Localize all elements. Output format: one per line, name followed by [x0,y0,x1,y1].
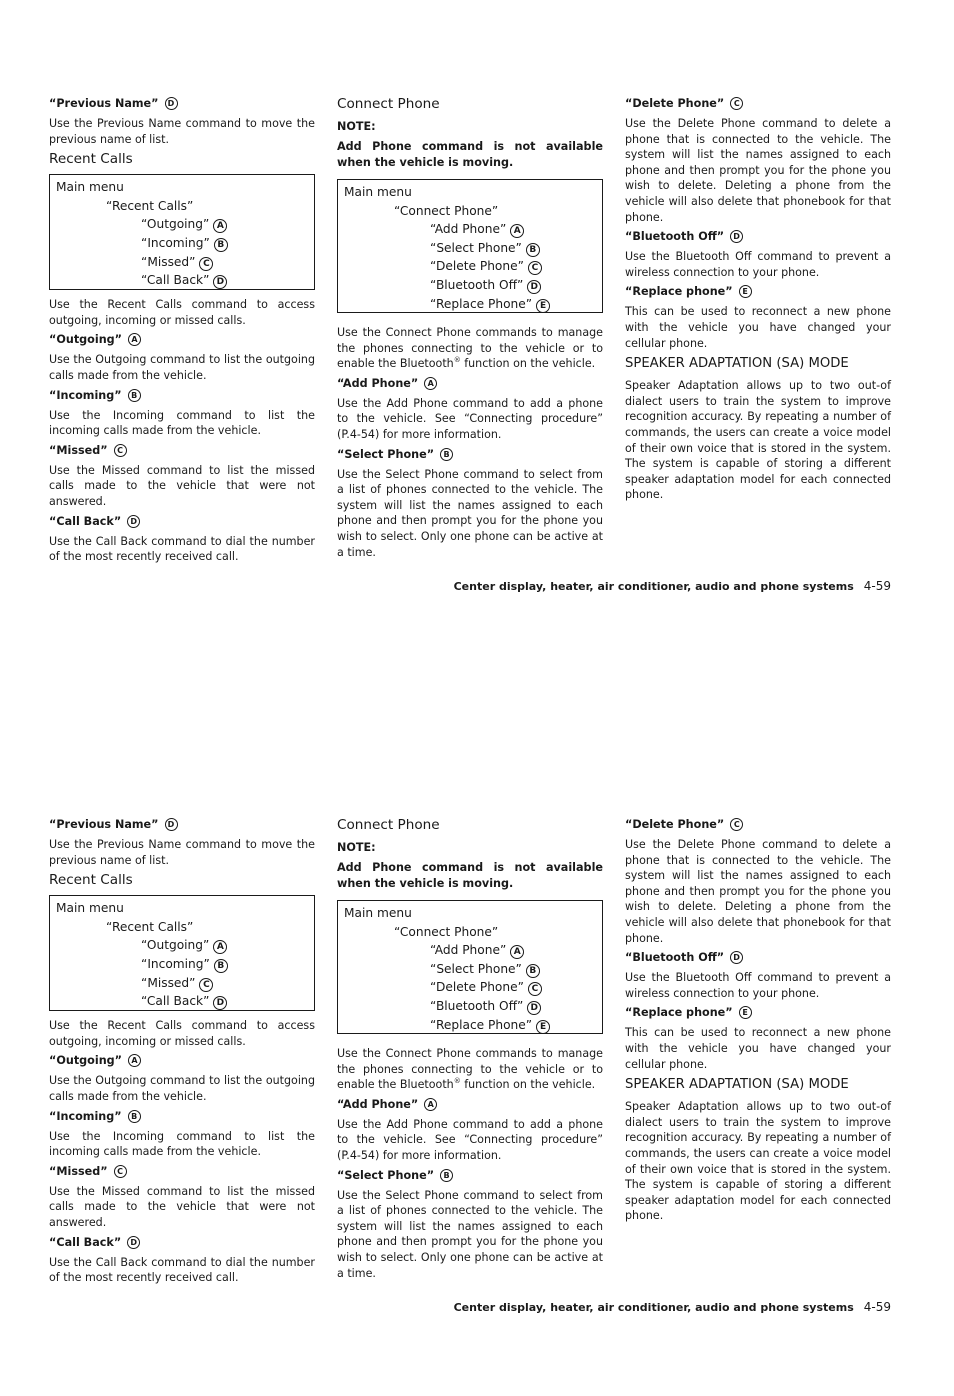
note-label: NOTE: [337,841,376,854]
page-number: 4-59 [863,1300,891,1314]
menu-item-delete-phone: “Delete Phone” C [344,978,596,997]
call-back-text: Use the Call Back command to dial the number of the most recently received call. [49,1255,315,1285]
menu-item-missed: “Missed” C [56,253,308,272]
missed-text: Use the Missed command to list the missed calls made to the vehicle that were not answered. [49,463,315,508]
connect-phone-text: Use the Connect Phone commands to manage the phones connecting to the vehicle or to enable the Bluetooth® function on the vehicle. [337,1047,603,1092]
menu-root: Main menu [344,185,412,199]
marker-b-icon: B [526,243,540,257]
add-phone-label: “Add Phone” A [337,376,603,391]
connect-phone-menu-diagram [337,900,603,1034]
incoming-text: Use the Incoming command to list the incoming calls made from the vehicle. [49,1129,315,1159]
marker-b-icon: B [128,389,141,402]
bluetooth-off-label: “Bluetooth Off” D [625,950,891,965]
marker-d-icon: D [527,280,541,294]
note-text: Add Phone command is not available when the vehicle is moving. [337,140,603,169]
menu-item-select-phone: “Select Phone” B [344,960,596,979]
marker-b-icon: B [214,238,228,252]
speaker-adaptation-text: Speaker Adaptation allows up to two out-of dialect users to train the system to improve recognition accuracy. By repeating a number of commands, the users can create a voice model of their own voice that is stored in the system. The system is capable of storing a different speaker adaptation model for each connected phone. [625,379,891,502]
connect-phone-menu-diagram [337,179,603,313]
footer-section-title: Center display, heater, air conditioner, audio and phone systems [453,580,854,593]
marker-d-icon: D [527,1001,541,1015]
marker-d-icon: D [165,97,178,110]
delete-phone-text: Use the Delete Phone command to delete a phone that is connected to the vehicle. The system will list the names assigned to each phone and then prompt you for the phone you wish to delete. Deleting a phone from the vehicle will also delete that phonebook for that phone. [625,838,891,945]
speaker-adaptation-heading: SPEAKER ADAPTATION (SA) MODE [625,356,849,372]
incoming-label: “Incoming” B [49,1109,315,1124]
select-phone-label: “Select Phone” B [337,447,603,462]
add-phone-text: Use the Add Phone command to add a phone to the vehicle. See “Connecting procedure” (P.4-54) for more information. [337,1117,603,1162]
marker-b-icon: B [214,959,228,973]
marker-a-icon: A [213,219,227,233]
page-footer [454,1300,891,1315]
delete-phone-label: “Delete Phone” C [625,817,891,832]
menu-item-call-back: “Call Back” D [56,271,308,290]
marker-d-icon: D [165,818,178,831]
add-phone-label: “Add Phone” A [337,1097,603,1112]
menu-item-missed: “Missed” C [56,974,308,993]
marker-e-icon: E [536,299,550,313]
column-right [625,817,891,1228]
marker-a-icon: A [424,377,437,390]
marker-d-icon: D [127,515,140,528]
incoming-label: “Incoming” B [49,388,315,403]
replace-phone-label: “Replace phone” E [625,284,891,299]
menu-item-incoming: “Incoming” B [56,955,308,974]
incoming-text: Use the Incoming command to list the incoming calls made from the vehicle. [49,408,315,438]
marker-e-icon: E [739,1006,752,1019]
marker-d-icon: D [127,1236,140,1249]
footer-section-title: Center display, heater, air conditioner, audio and phone systems [453,1301,854,1314]
manual-page [0,721,954,1396]
recent-calls-menu-diagram [49,174,315,290]
replace-phone-text: This can be used to reconnect a new phone with the vehicle you have changed your cellular phone. [625,305,891,350]
select-phone-text: Use the Select Phone command to select from a list of phones connected to the vehicle. The system will list the names assigned to each phone and then prompt you for the phone you wish to select. Only one phone can be active at a time. [337,1188,603,1280]
marker-d-icon: D [213,275,227,289]
column-middle [337,817,603,1285]
marker-a-icon: A [128,333,141,346]
page-footer [454,579,891,594]
select-phone-label: “Select Phone” B [337,1168,603,1183]
registered-mark: ® [453,356,461,365]
replace-phone-label: “Replace phone” E [625,1005,891,1020]
previous-name-text: Use the Previous Name command to move the previous name of list. [49,838,315,867]
previous-name-label: “Previous Name” D [49,817,315,832]
marker-c-icon: C [114,444,127,457]
missed-label: “Missed” C [49,443,315,458]
marker-a-icon: A [510,945,524,959]
speaker-adaptation-heading: SPEAKER ADAPTATION (SA) MODE [625,1077,849,1093]
menu-item-select-phone: “Select Phone” B [344,239,596,258]
menu-submenu: “Connect Phone” [394,203,499,218]
menu-item-replace-phone: “Replace Phone” E [344,1016,596,1035]
column-left [49,817,315,1290]
outgoing-label: “Outgoing” A [49,332,315,347]
marker-c-icon: C [114,1165,127,1178]
bluetooth-off-text: Use the Bluetooth Off command to prevent a wireless connection to your phone. [625,971,891,1000]
menu-item-add-phone: “Add Phone” A [344,220,596,239]
menu-item-add-phone: “Add Phone” A [344,941,596,960]
menu-item-incoming: “Incoming” B [56,234,308,253]
menu-submenu: “Recent Calls” [106,919,194,934]
menu-item-outgoing: “Outgoing” A [56,215,308,234]
marker-c-icon: C [730,97,743,110]
column-middle [337,96,603,564]
call-back-text: Use the Call Back command to dial the number of the most recently received call. [49,534,315,564]
marker-b-icon: B [128,1110,141,1123]
marker-b-icon: B [526,964,540,978]
connect-phone-heading: Connect Phone [337,817,440,833]
menu-item-bluetooth-off: “Bluetooth Off” D [344,276,596,295]
outgoing-text: Use the Outgoing command to list the outgoing calls made from the vehicle. [49,353,315,382]
recent-calls-menu-diagram [49,895,315,1011]
marker-a-icon: A [213,940,227,954]
replace-phone-text: This can be used to reconnect a new phone with the vehicle you have changed your cellular phone. [625,1026,891,1071]
delete-phone-text: Use the Delete Phone command to delete a phone that is connected to the vehicle. The system will list the names assigned to each phone and then prompt you for the phone you wish to delete. Deleting a phone from the vehicle will also delete that phonebook for that phone. [625,117,891,224]
marker-c-icon: C [730,818,743,831]
connect-phone-heading: Connect Phone [337,96,440,112]
marker-c-icon: C [199,978,213,992]
add-phone-text: Use the Add Phone command to add a phone to the vehicle. See “Connecting procedure” (P.4-54) for more information. [337,396,603,441]
marker-d-icon: D [213,996,227,1010]
marker-e-icon: E [739,285,752,298]
marker-c-icon: C [528,261,542,275]
outgoing-label: “Outgoing” A [49,1053,315,1068]
column-left [49,96,315,569]
marker-a-icon: A [128,1054,141,1067]
menu-root: Main menu [56,901,124,916]
delete-phone-label: “Delete Phone” C [625,96,891,111]
menu-item-bluetooth-off: “Bluetooth Off” D [344,997,596,1016]
menu-submenu: “Connect Phone” [394,924,499,939]
menu-root: Main menu [56,180,124,195]
speaker-adaptation-text: Speaker Adaptation allows up to two out-of dialect users to train the system to improve recognition accuracy. By repeating a number of commands, the users can create a voice model of their own voice that is stored in the system. The system is capable of storing a different speaker adaptation model for each connected phone. [625,1100,891,1223]
manual-page [0,0,954,675]
marker-b-icon: B [440,1169,453,1182]
recent-calls-heading: Recent Calls [49,872,133,889]
marker-c-icon: C [199,257,213,271]
menu-root: Main menu [344,906,412,920]
page-number: 4-59 [863,579,891,593]
bluetooth-off-text: Use the Bluetooth Off command to prevent a wireless connection to your phone. [625,250,891,279]
column-right [625,96,891,507]
registered-mark: ® [453,1077,461,1086]
outgoing-text: Use the Outgoing command to list the outgoing calls made from the vehicle. [49,1074,315,1103]
connect-phone-text: Use the Connect Phone commands to manage the phones connecting to the vehicle or to enable the Bluetooth® function on the vehicle. [337,326,603,371]
menu-item-outgoing: “Outgoing” A [56,936,308,955]
select-phone-text: Use the Select Phone command to select from a list of phones connected to the vehicle. The system will list the names assigned to each phone and then prompt you for the phone you wish to select. Only one phone can be active at a time. [337,467,603,559]
recent-calls-text: Use the Recent Calls command to access outgoing, incoming or missed calls. [49,1019,315,1048]
missed-text: Use the Missed command to list the missed calls made to the vehicle that were not answered. [49,1184,315,1229]
menu-item-delete-phone: “Delete Phone” C [344,257,596,276]
call-back-label: “Call Back” D [49,514,315,529]
previous-name-text: Use the Previous Name command to move the previous name of list. [49,117,315,146]
menu-submenu: “Recent Calls” [106,198,194,213]
marker-c-icon: C [528,982,542,996]
note-label: NOTE: [337,120,376,133]
call-back-label: “Call Back” D [49,1235,315,1250]
marker-a-icon: A [424,1098,437,1111]
marker-b-icon: B [440,448,453,461]
note-text: Add Phone command is not available when the vehicle is moving. [337,861,603,890]
recent-calls-heading: Recent Calls [49,151,133,168]
menu-item-replace-phone: “Replace Phone” E [344,295,596,314]
recent-calls-text: Use the Recent Calls command to access outgoing, incoming or missed calls. [49,298,315,327]
marker-e-icon: E [536,1020,550,1034]
missed-label: “Missed” C [49,1164,315,1179]
bluetooth-off-label: “Bluetooth Off” D [625,229,891,244]
previous-name-label: “Previous Name” D [49,96,315,111]
marker-d-icon: D [730,951,743,964]
menu-item-call-back: “Call Back” D [56,992,308,1011]
marker-a-icon: A [510,224,524,238]
marker-d-icon: D [730,230,743,243]
